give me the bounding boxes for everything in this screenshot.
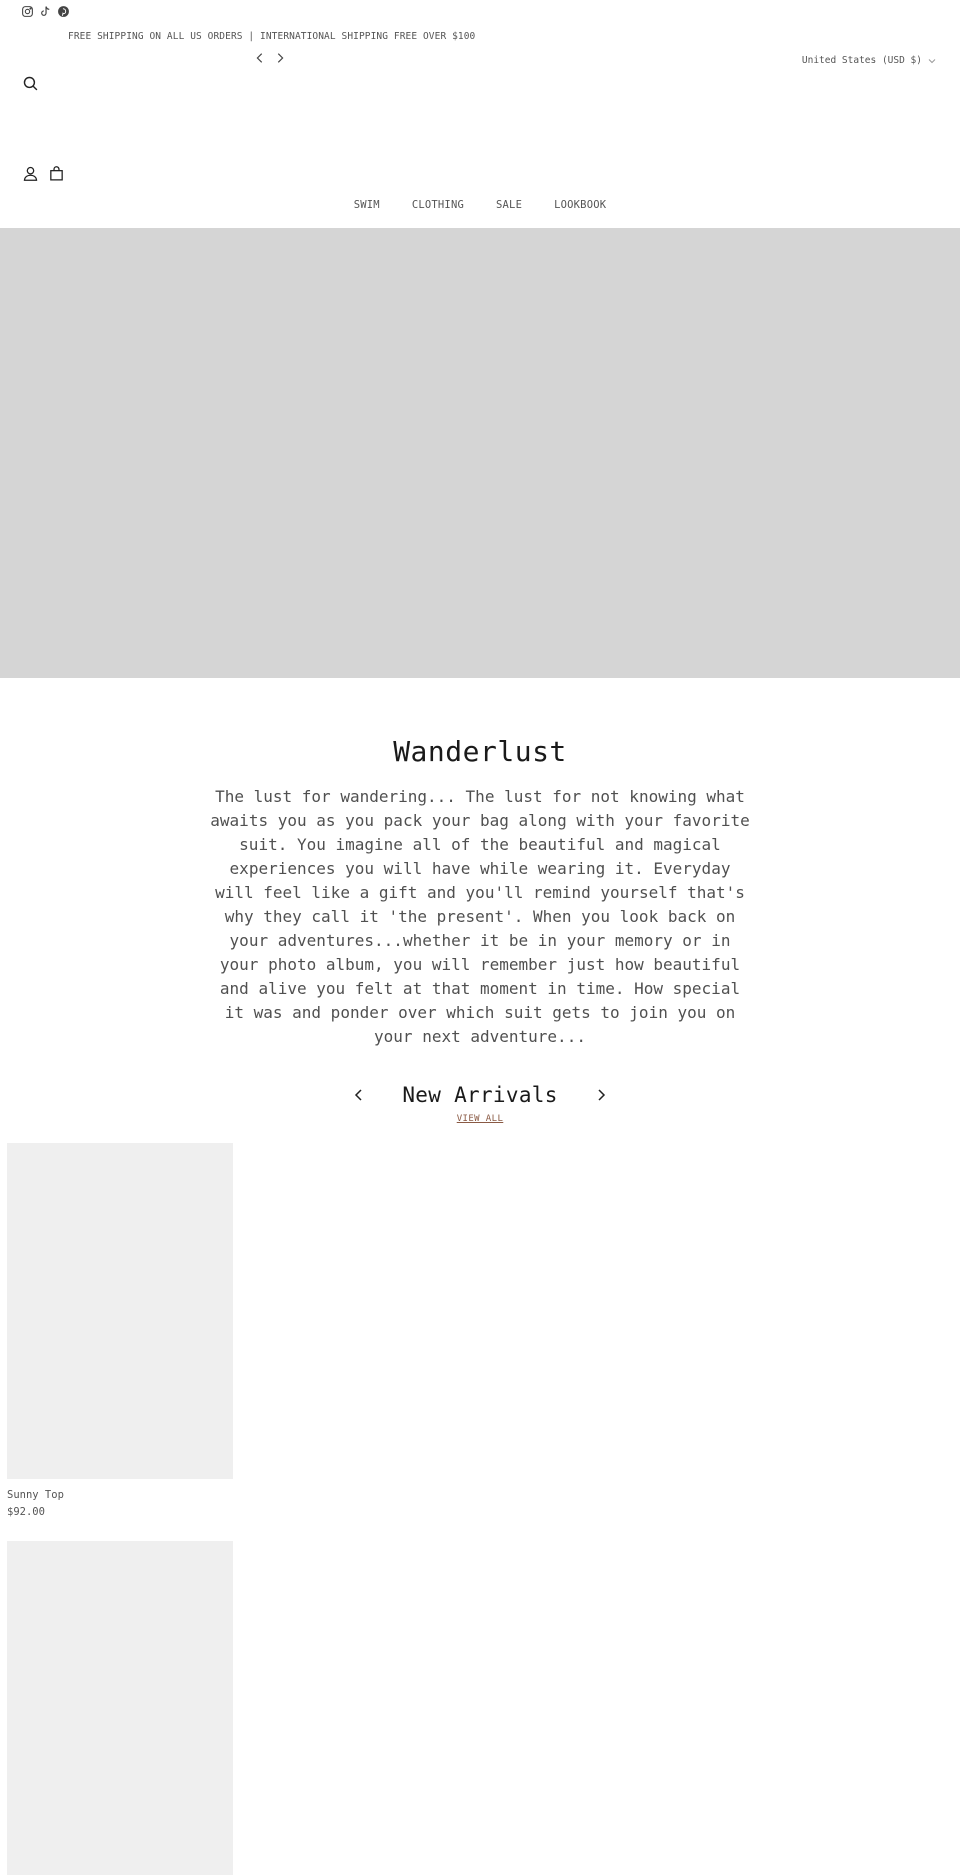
chevron-down-icon — [928, 58, 936, 64]
announcement-text: FREE SHIPPING ON ALL US ORDERS | INTERNATIONAL SHIPPING FREE OVER $100 — [68, 31, 476, 42]
social-links — [20, 4, 70, 18]
search-icon — [22, 75, 39, 92]
cart-button[interactable] — [48, 165, 66, 183]
carousel-prev-button[interactable] — [352, 1087, 366, 1103]
country-label: United States (USD $) — [801, 55, 922, 66]
chevron-left-icon — [354, 1088, 364, 1102]
header-actions — [22, 165, 66, 183]
product-name[interactable]: Sunny Top — [7, 1489, 64, 1501]
instagram-icon[interactable] — [20, 4, 34, 18]
new-arrivals-header — [0, 1083, 960, 1107]
search-button[interactable] — [22, 75, 40, 93]
chevron-right-icon — [596, 1088, 606, 1102]
hero-image — [0, 228, 960, 678]
account-button[interactable] — [22, 165, 40, 183]
view-all-link[interactable]: VIEW ALL — [456, 1114, 504, 1124]
chevron-right-icon[interactable] — [274, 51, 286, 65]
product-image[interactable] — [7, 1143, 233, 1479]
tiktok-icon[interactable] — [38, 4, 52, 18]
carousel-next-button[interactable] — [594, 1087, 608, 1103]
nav-item-swim[interactable]: SWIM — [353, 199, 380, 211]
product-image[interactable] — [7, 1541, 233, 1875]
pinterest-icon[interactable] — [56, 4, 70, 18]
country-selector[interactable] — [802, 55, 936, 66]
section-title: New Arrivals — [402, 1083, 558, 1107]
product-card — [7, 1143, 233, 1518]
intro-title: Wanderlust — [393, 735, 567, 768]
announcement-controls — [254, 51, 286, 65]
nav-item-lookbook[interactable]: LOOKBOOK — [554, 199, 607, 211]
nav-item-clothing[interactable]: CLOTHING — [411, 199, 464, 211]
bag-icon — [48, 165, 65, 182]
chevron-left-icon[interactable] — [254, 51, 266, 65]
view-all-wrap — [0, 1114, 960, 1124]
intro-text: The lust for wandering... The lust for not knowing what awaits you as you pack your bag along with your favorite suit. You imagine all of the beautiful and magical experiences you will have while wearing it. Everyday will feel like a gift and you'll remind yourself that's why they call it 'the present'. When you look back on your adventures...whether it be in your memory or in your photo album, you will remember just how beautiful and alive you felt at that moment in time. How special it was and ponder over which suit gets to join you on your next adventure... — [210, 787, 750, 1046]
product-card — [7, 1541, 233, 1875]
main-navigation — [0, 199, 960, 211]
nav-item-sale[interactable]: SALE — [496, 199, 523, 211]
user-icon — [22, 165, 39, 182]
product-price: $92.00 — [7, 1506, 45, 1518]
